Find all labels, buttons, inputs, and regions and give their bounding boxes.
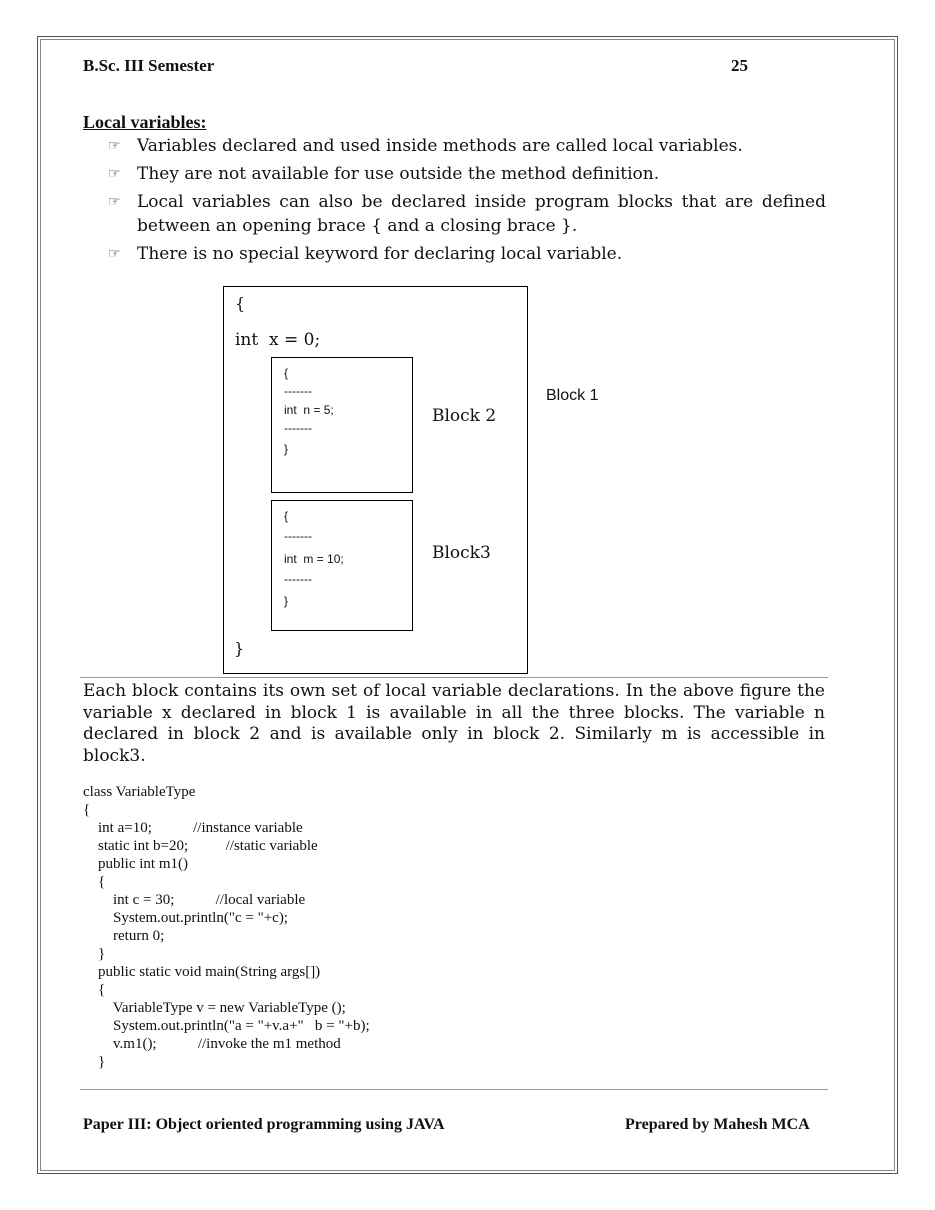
code-line: } <box>83 1054 106 1070</box>
header-semester: B.Sc. III Semester <box>83 56 215 75</box>
bullet-item <box>108 162 826 186</box>
code-line: System.out.println("c = "+c); <box>83 910 288 926</box>
block3-open-brace: { <box>284 509 289 523</box>
block2-declaration: int n = 5; <box>284 403 334 417</box>
section-heading: Local variables: <box>83 112 207 132</box>
explanation-paragraph: Each block contains its own set of local variable declarations. In the above figure the variable x declared in block 1 is available in all the three blocks. The variable n declared in block 2 and is available only in block 2. Similarly m is accessible in block3. <box>83 681 825 766</box>
block2-close-brace: } <box>284 442 289 456</box>
code-line: int a=10; //instance variable <box>83 820 303 836</box>
pointing-hand-icon: ☞ <box>108 166 121 182</box>
bullet-text: Local variables can also be declared inside program blocks that are defined between an opening brace { and a closing brace }. <box>137 192 826 236</box>
block1-label: Block 1 <box>546 387 599 404</box>
bullet-item <box>108 190 826 238</box>
block3-dashes-top: ------- <box>284 529 312 543</box>
code-line: static int b=20; //static variable <box>83 838 318 854</box>
code-line: { <box>83 802 91 818</box>
bullet-item <box>108 242 826 266</box>
code-line: VariableType v = new VariableType (); <box>83 1000 346 1016</box>
code-line: return 0; <box>83 928 165 944</box>
block2-open-brace: { <box>284 366 289 380</box>
code-listing <box>83 783 370 1071</box>
footer-paper-title: Paper III: Object oriented programming using JAVA <box>83 1116 445 1133</box>
block1-open-brace: { <box>235 294 246 313</box>
code-line: { <box>83 982 106 998</box>
divider-footer <box>80 1089 828 1090</box>
block3-close-brace: } <box>284 594 289 608</box>
code-line: v.m1(); //invoke the m1 method <box>83 1036 341 1052</box>
code-line: System.out.println("a = "+v.a+" b = "+b); <box>83 1018 370 1034</box>
pointing-hand-icon: ☞ <box>108 194 121 210</box>
block3-declaration: int m = 10; <box>284 552 344 566</box>
footer-author: Prepared by Mahesh MCA <box>625 1116 810 1133</box>
bullet-text: Variables declared and used inside methods are called local variables. <box>137 136 743 156</box>
bullet-text: There is no special keyword for declaring local variable. <box>137 244 623 264</box>
block2-dashes-bottom: ------- <box>284 421 312 435</box>
block2-label: Block 2 <box>432 406 497 426</box>
code-line: int c = 30; //local variable <box>83 892 306 908</box>
block1-close-brace: } <box>234 639 245 658</box>
block3-label: Block3 <box>432 543 491 563</box>
code-line: class VariableType <box>83 784 196 800</box>
block3-dashes-bottom: ------- <box>284 572 312 586</box>
code-line: public static void main(String args[]) <box>83 964 321 980</box>
block1-declaration: int x = 0; <box>235 330 321 350</box>
block2-dashes-top: ------- <box>284 384 312 398</box>
bullet-list <box>108 134 826 270</box>
pointing-hand-icon: ☞ <box>108 138 121 154</box>
header-page-number: 25 <box>731 56 748 75</box>
bullet-text: They are not available for use outside the method definition. <box>137 164 660 184</box>
code-line: public int m1() <box>83 856 188 872</box>
bullet-item <box>108 134 826 158</box>
code-line: } <box>83 946 106 962</box>
divider-top <box>80 677 828 678</box>
code-line: { <box>83 874 106 890</box>
pointing-hand-icon: ☞ <box>108 246 121 262</box>
